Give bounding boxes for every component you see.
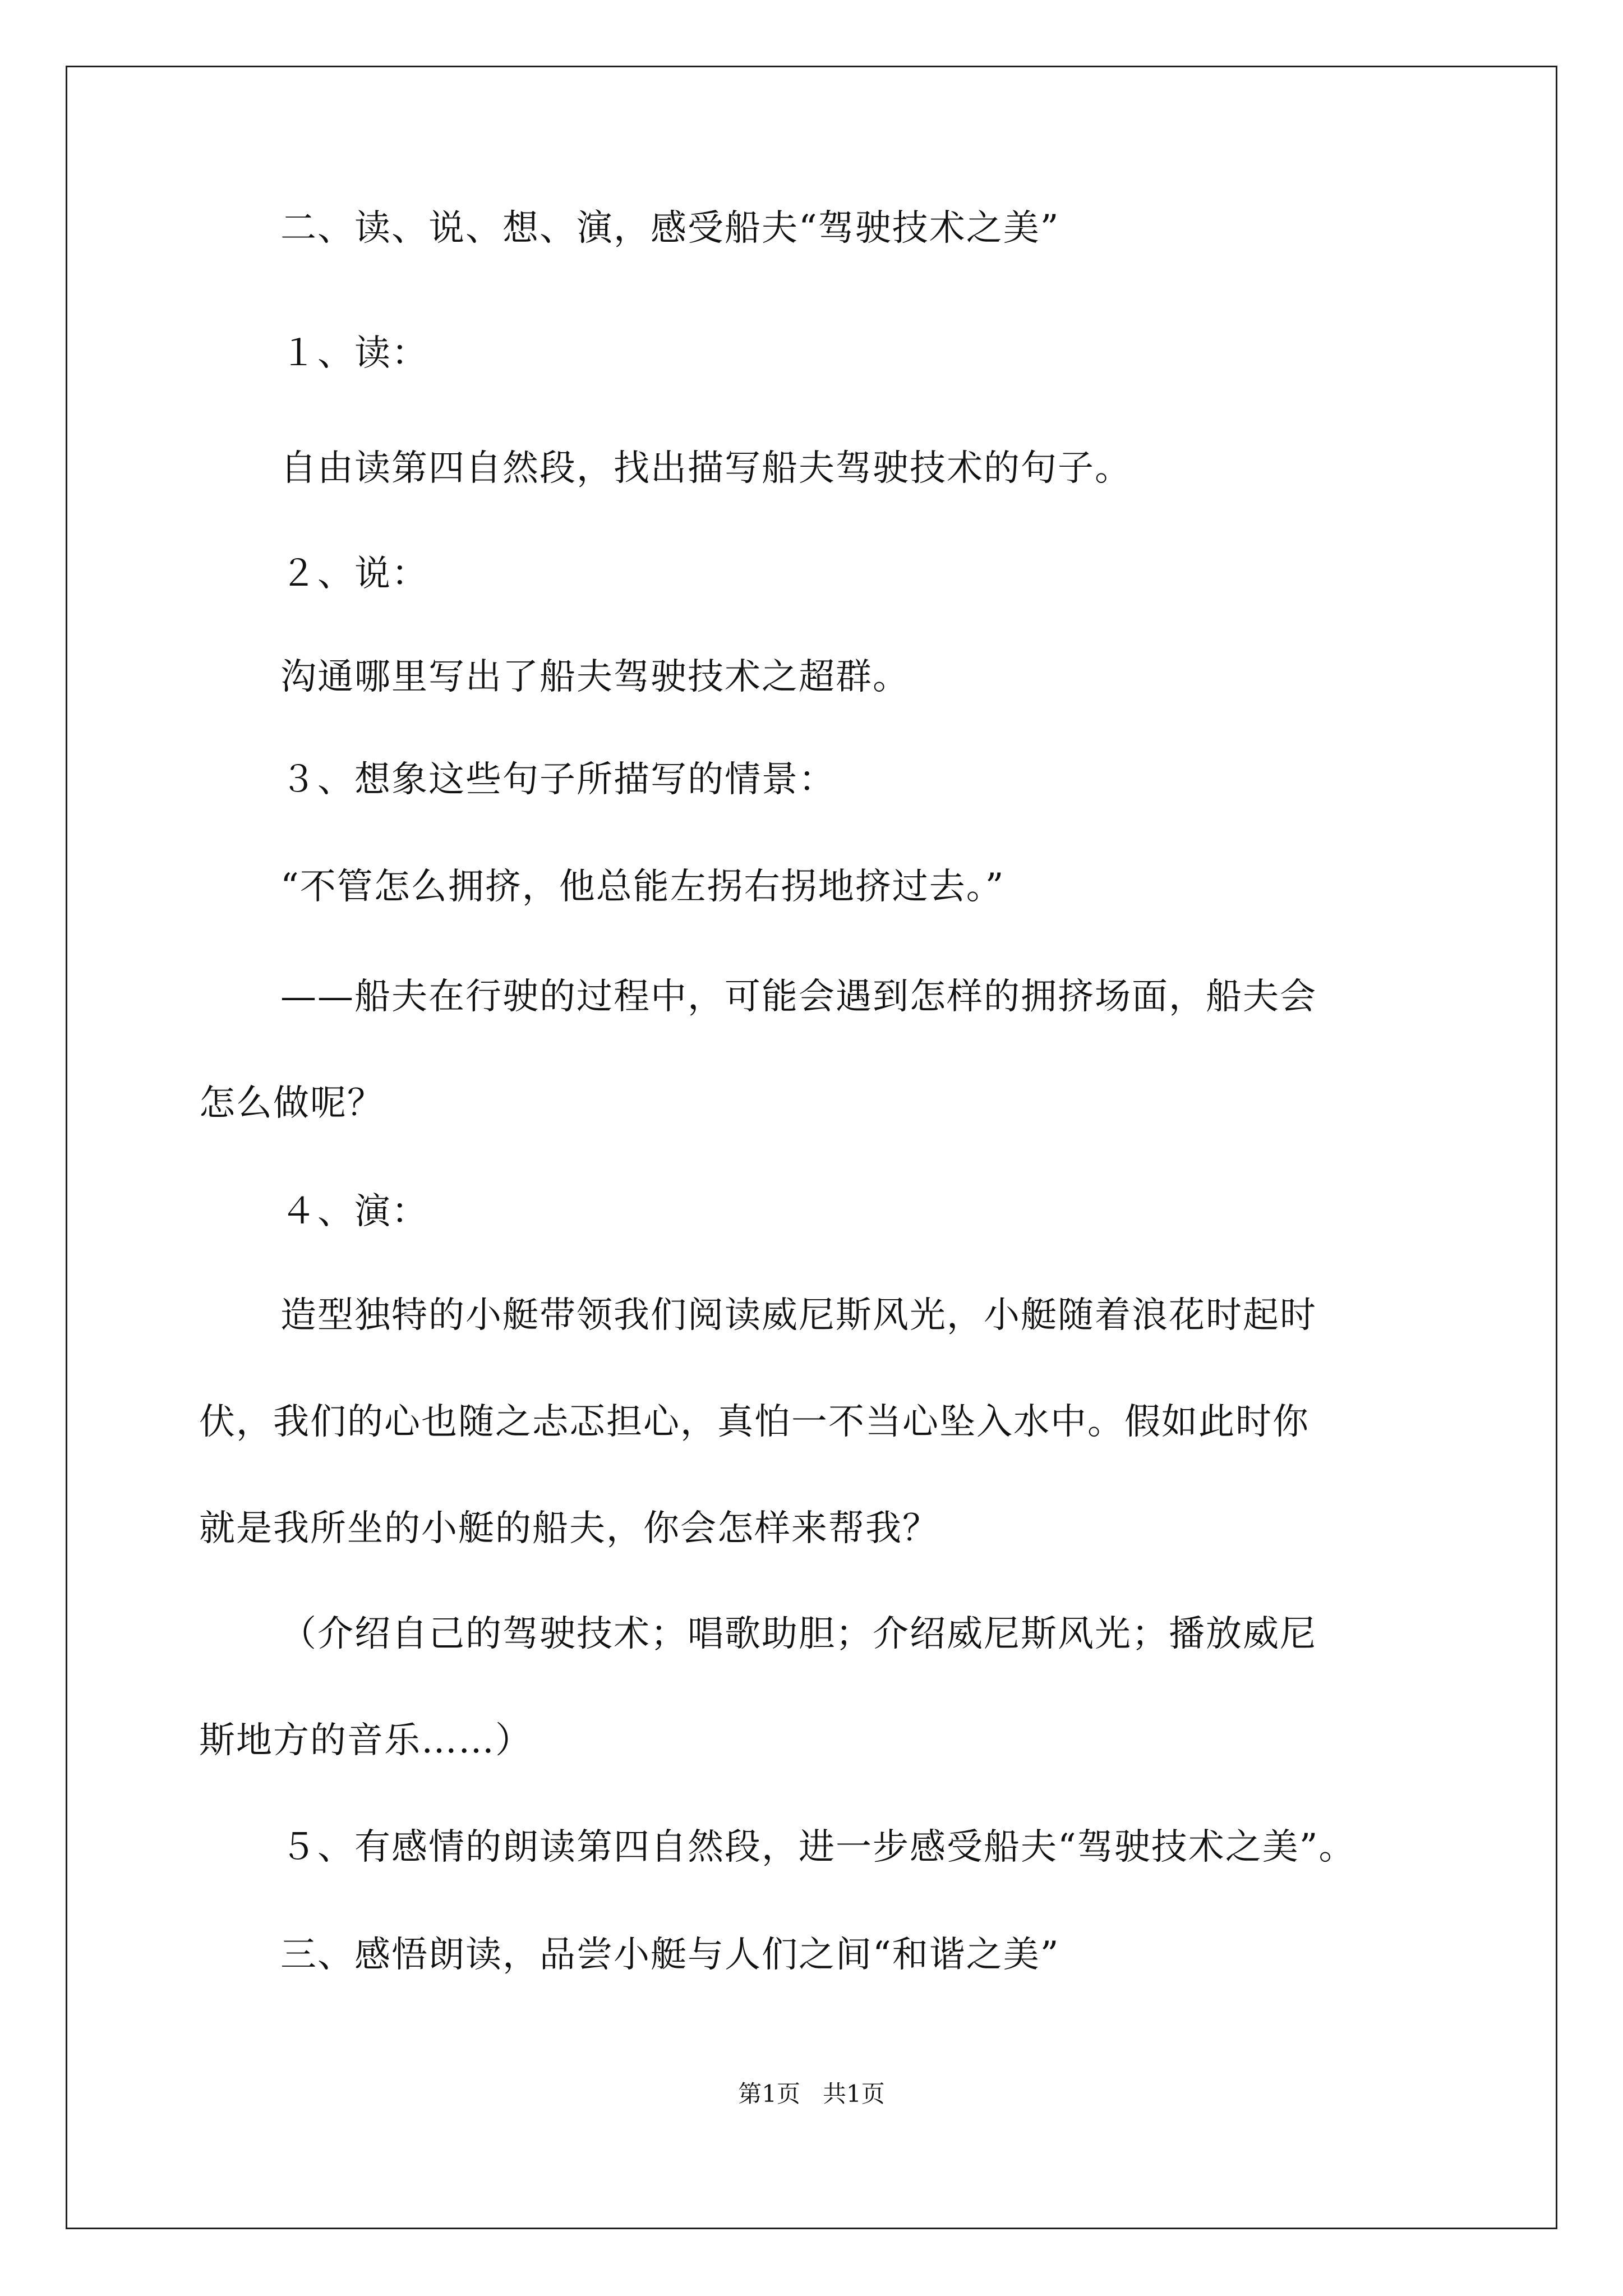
- step-1-heading: １、读：: [280, 333, 428, 374]
- page-border: [66, 66, 1557, 2229]
- section-heading-3: 三、感悟朗读，品尝小艇与人们之间“和谐之美”: [280, 1934, 1060, 1976]
- step-5-text: ５、有感情的朗读第四自然段，进一步感受船夫“驾驶技术之美”。: [280, 1826, 1356, 1868]
- note-line-1: （介绍自己的驾驶技术；唱歌助胆；介绍威尼斯风光；播放威尼: [280, 1613, 1317, 1655]
- step-2-heading: ２、说：: [280, 553, 428, 595]
- question-line-1: ——船夫在行驶的过程中，可能会遇到怎样的拥挤场面，船夫会: [280, 976, 1317, 1018]
- step-2-text: 沟通哪里写出了船夫驾驶技术之超群。: [280, 656, 910, 698]
- paragraph-line-2: 伏，我们的心也随之忐忑担心，真怕一不当心坠入水中。假如此时你: [199, 1401, 1310, 1443]
- step-4-heading: ４、演：: [280, 1191, 428, 1232]
- question-line-2: 怎么做呢？: [199, 1083, 384, 1124]
- page-footer: [0, 2077, 1623, 2111]
- paragraph-line-3: 就是我所坐的小艇的船夫，你会怎样来帮我？: [199, 1508, 939, 1549]
- note-line-2: 斯地方的音乐……）: [199, 1720, 532, 1761]
- quoted-sentence: “不管怎么拥挤，他总能左拐右拐地挤过去。”: [280, 866, 1005, 908]
- total-pages: 共1页: [823, 2080, 885, 2108]
- paragraph-line-1: 造型独特的小艇带领我们阅读威尼斯风光，小艇随着浪花时起时: [280, 1295, 1317, 1336]
- section-heading-2: 二、读、说、想、演，感受船夫“驾驶技术之美”: [280, 208, 1060, 249]
- page-number: 第1页: [738, 2080, 800, 2108]
- step-3-heading: ３、想象这些句子所描写的情景：: [280, 759, 836, 800]
- step-1-text: 自由读第四自然段，找出描写船夫驾驶技术的句子。: [280, 448, 1132, 489]
